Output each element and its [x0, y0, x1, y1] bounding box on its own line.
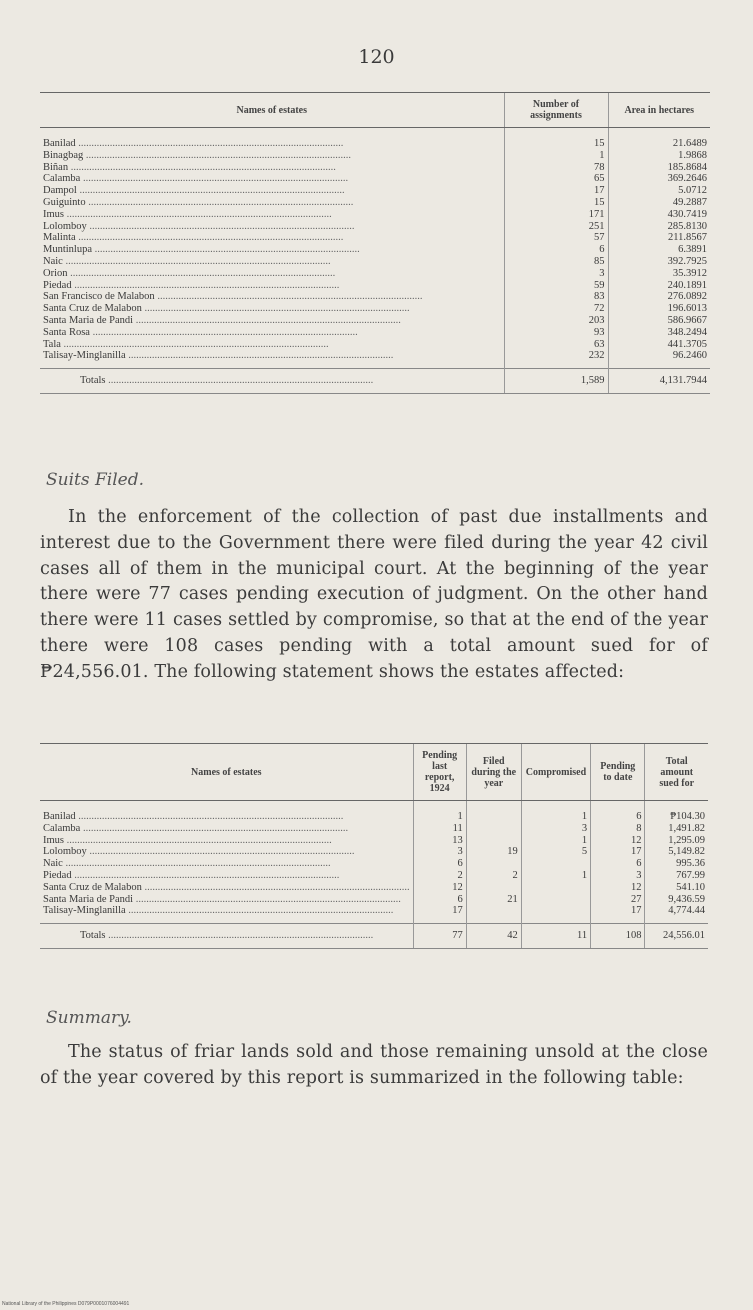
table-cell: 65 [504, 173, 608, 185]
table-row [40, 339, 710, 351]
table-cell: 49.2887 [608, 197, 710, 209]
table-cell: 15 [504, 128, 608, 150]
page-number: 120 [358, 46, 395, 68]
table-row [40, 256, 710, 268]
table-row [40, 221, 710, 233]
table-header-row [40, 93, 710, 128]
table-cell: 96.2460 [608, 350, 710, 368]
table-cell: 13 [413, 835, 466, 847]
table-cell: 4,131.7944 [608, 369, 710, 394]
column-header: Pending to date [591, 744, 645, 801]
column-header: Pending last report, 1924 [413, 744, 466, 801]
section-heading-summary: Summary. [46, 1008, 132, 1028]
table-cell: 232 [504, 350, 608, 368]
table-cell: Naic ..... [40, 858, 413, 870]
table-cell: 1 [521, 870, 590, 882]
table-cell: Talisay-Minglanilla ..... [40, 350, 504, 368]
table-cell: Piedad ..... [40, 280, 504, 292]
table-cell: 251 [504, 221, 608, 233]
table-cell: Orion ..... [40, 268, 504, 280]
table-cell: 5.0712 [608, 185, 710, 197]
table-cell [521, 858, 590, 870]
table-cell: Talisay-Minglanilla ..... [40, 905, 413, 923]
table-cell: 12 [413, 882, 466, 894]
table-cell: Binagbag ..... [40, 150, 504, 162]
table-cell: 586.9667 [608, 315, 710, 327]
suits-filed-paragraph: In the enforcement of the collection of past due installments and interest due to the Government there were filed during the year 42 civil cases all of them in the municipal court. At the beginning of the year there were 77 cases pending execution of judgment. On the other hand there were 11 cases settled by compromise, so that at the end of the year there were 108 cases pending with a total amount sued for of ₱24,556.01. The following statement shows the estates affected: [40, 507, 708, 682]
table-row [40, 858, 708, 870]
column-header: Names of estates [40, 93, 504, 128]
table-cell: 17 [591, 905, 645, 923]
table-cell: 1.9868 [608, 150, 710, 162]
table-cell: 369.2646 [608, 173, 710, 185]
table-cell: Santa Rosa ..... [40, 327, 504, 339]
table-cell: Banilad ..... [40, 128, 504, 150]
table-cell: 35.3912 [608, 268, 710, 280]
table-cell: Calamba ..... [40, 823, 413, 835]
table-cell: Santa Cruz de Malabon ..... [40, 303, 504, 315]
table-cell: Malinta ..... [40, 232, 504, 244]
table-cell [521, 894, 590, 906]
table-cell: Naic ..... [40, 256, 504, 268]
table-cell: 441.3705 [608, 339, 710, 351]
table-cell [466, 801, 521, 823]
table-cell: 240.1891 [608, 280, 710, 292]
table-row [40, 327, 710, 339]
table-row [40, 197, 710, 209]
table-cell [466, 905, 521, 923]
table-row [40, 244, 710, 256]
table-cell [466, 858, 521, 870]
table-cell: 77 [413, 924, 466, 949]
table-cell: 5,149.82 [645, 846, 708, 858]
table-row [40, 846, 708, 858]
table-cell: 8 [591, 823, 645, 835]
table-row [40, 801, 708, 823]
table-cell: 171 [504, 209, 608, 221]
table-cell: 541.10 [645, 882, 708, 894]
table-cell: 196.6013 [608, 303, 710, 315]
footer-source-note: National Library of the Philippines D079P0001076004491 [2, 1301, 130, 1307]
table-row [40, 280, 710, 292]
table-cell: 17 [591, 846, 645, 858]
table-cell: 6 [413, 894, 466, 906]
table-cell: 285.8130 [608, 221, 710, 233]
section-heading-suits-filed: Suits Filed. [46, 470, 145, 490]
table-cell: 348.2494 [608, 327, 710, 339]
table-row [40, 291, 710, 303]
table-cell: 995.36 [645, 858, 708, 870]
table-cell [466, 835, 521, 847]
table-row [40, 350, 710, 368]
table-cell: Muntinlupa ..... [40, 244, 504, 256]
table-cell: Santa Maria de Pandi ..... [40, 894, 413, 906]
table-cell: 1,295.09 [645, 835, 708, 847]
table-cell: 93 [504, 327, 608, 339]
table-cell: 12 [591, 882, 645, 894]
table-row [40, 150, 710, 162]
table-header-row [40, 744, 708, 801]
totals-row [40, 369, 710, 394]
table-row [40, 173, 710, 185]
table-row [40, 835, 708, 847]
table-cell [521, 905, 590, 923]
table-cell: 6.3891 [608, 244, 710, 256]
table-cell: Tala ..... [40, 339, 504, 351]
summary-paragraph: The status of friar lands sold and those remaining unsold at the close of the year covered by this report is summarized in the following table: [40, 1042, 708, 1088]
table-cell: 203 [504, 315, 608, 327]
table-cell: 3 [591, 870, 645, 882]
table-cell: 21.6489 [608, 128, 710, 150]
table-cell: 1,589 [504, 369, 608, 394]
table-cell: Lolomboy ..... [40, 221, 504, 233]
table-cell: 15 [504, 197, 608, 209]
table-row [40, 268, 710, 280]
table-cell: 12 [591, 835, 645, 847]
table-cell: 1 [504, 150, 608, 162]
table-row [40, 185, 710, 197]
table-cell: 2 [466, 870, 521, 882]
table-row [40, 823, 708, 835]
table-cell: 2 [413, 870, 466, 882]
table-cell: Santa Maria de Pandi ..... [40, 315, 504, 327]
column-header: Compromised [521, 744, 590, 801]
table-row [40, 894, 708, 906]
table-row [40, 303, 710, 315]
table-cell: Biñan ..... [40, 162, 504, 174]
table-cell: Piedad ..... [40, 870, 413, 882]
column-header: Names of estates [40, 744, 413, 801]
table-cell: 1 [521, 835, 590, 847]
table-cell: Imus ..... [40, 835, 413, 847]
table-cell: 85 [504, 256, 608, 268]
table-cell: 276.0892 [608, 291, 710, 303]
table-row [40, 232, 710, 244]
table-cell [466, 823, 521, 835]
table-cell: 21 [466, 894, 521, 906]
table-row [40, 162, 710, 174]
table-cell: 185.8684 [608, 162, 710, 174]
table-cell: 11 [521, 924, 590, 949]
table-cell: 108 [591, 924, 645, 949]
table-cell: 59 [504, 280, 608, 292]
table-cell: Totals ..... [40, 924, 413, 949]
table-cell: 1,491.82 [645, 823, 708, 835]
table-cell: 392.7925 [608, 256, 710, 268]
table-cell: San Francisco de Malabon ..... [40, 291, 504, 303]
table-cell: 57 [504, 232, 608, 244]
table-cell: 19 [466, 846, 521, 858]
table-cell: 1 [521, 801, 590, 823]
table-cell: 6 [413, 858, 466, 870]
column-header: Number of assignments [504, 93, 608, 128]
table-cell: 3 [521, 823, 590, 835]
table-row [40, 128, 710, 150]
table-cell: 767.99 [645, 870, 708, 882]
table-cell: 6 [591, 801, 645, 823]
table-cell: Totals ..... [40, 369, 504, 394]
table-cell: 72 [504, 303, 608, 315]
suits-table [40, 743, 708, 949]
assignments-table [40, 92, 710, 394]
table-cell: 4,774.44 [645, 905, 708, 923]
table-cell: 6 [504, 244, 608, 256]
table-cell: Santa Cruz de Malabon ..... [40, 882, 413, 894]
table-cell: 42 [466, 924, 521, 949]
table-row [40, 882, 708, 894]
table-cell: 11 [413, 823, 466, 835]
table-cell: 78 [504, 162, 608, 174]
table-cell: 3 [413, 846, 466, 858]
table-cell: 211.8567 [608, 232, 710, 244]
totals-row [40, 924, 708, 949]
table-cell: Banilad ..... [40, 801, 413, 823]
table-cell: Imus ..... [40, 209, 504, 221]
table-cell [466, 882, 521, 894]
table-cell: ₱104.30 [645, 801, 708, 823]
table-cell: 83 [504, 291, 608, 303]
table-cell: 63 [504, 339, 608, 351]
column-header: Filed during the year [466, 744, 521, 801]
column-header: Total amount sued for [645, 744, 708, 801]
table-cell: 27 [591, 894, 645, 906]
table-cell: Dampol ..... [40, 185, 504, 197]
table-row [40, 870, 708, 882]
table-cell: 1 [413, 801, 466, 823]
table-cell: 17 [413, 905, 466, 923]
table-cell: Lolomboy ..... [40, 846, 413, 858]
table-cell: 3 [504, 268, 608, 280]
column-header: Area in hectares [608, 93, 710, 128]
table-cell: 6 [591, 858, 645, 870]
table-cell: Guiguinto ..... [40, 197, 504, 209]
table-cell: Calamba ..... [40, 173, 504, 185]
table-cell: 430.7419 [608, 209, 710, 221]
table-cell: 17 [504, 185, 608, 197]
table-row [40, 209, 710, 221]
table-cell: 24,556.01 [645, 924, 708, 949]
table-row [40, 315, 710, 327]
table-cell [521, 882, 590, 894]
table-row [40, 905, 708, 923]
table-cell: 5 [521, 846, 590, 858]
table-cell: 9,436.59 [645, 894, 708, 906]
